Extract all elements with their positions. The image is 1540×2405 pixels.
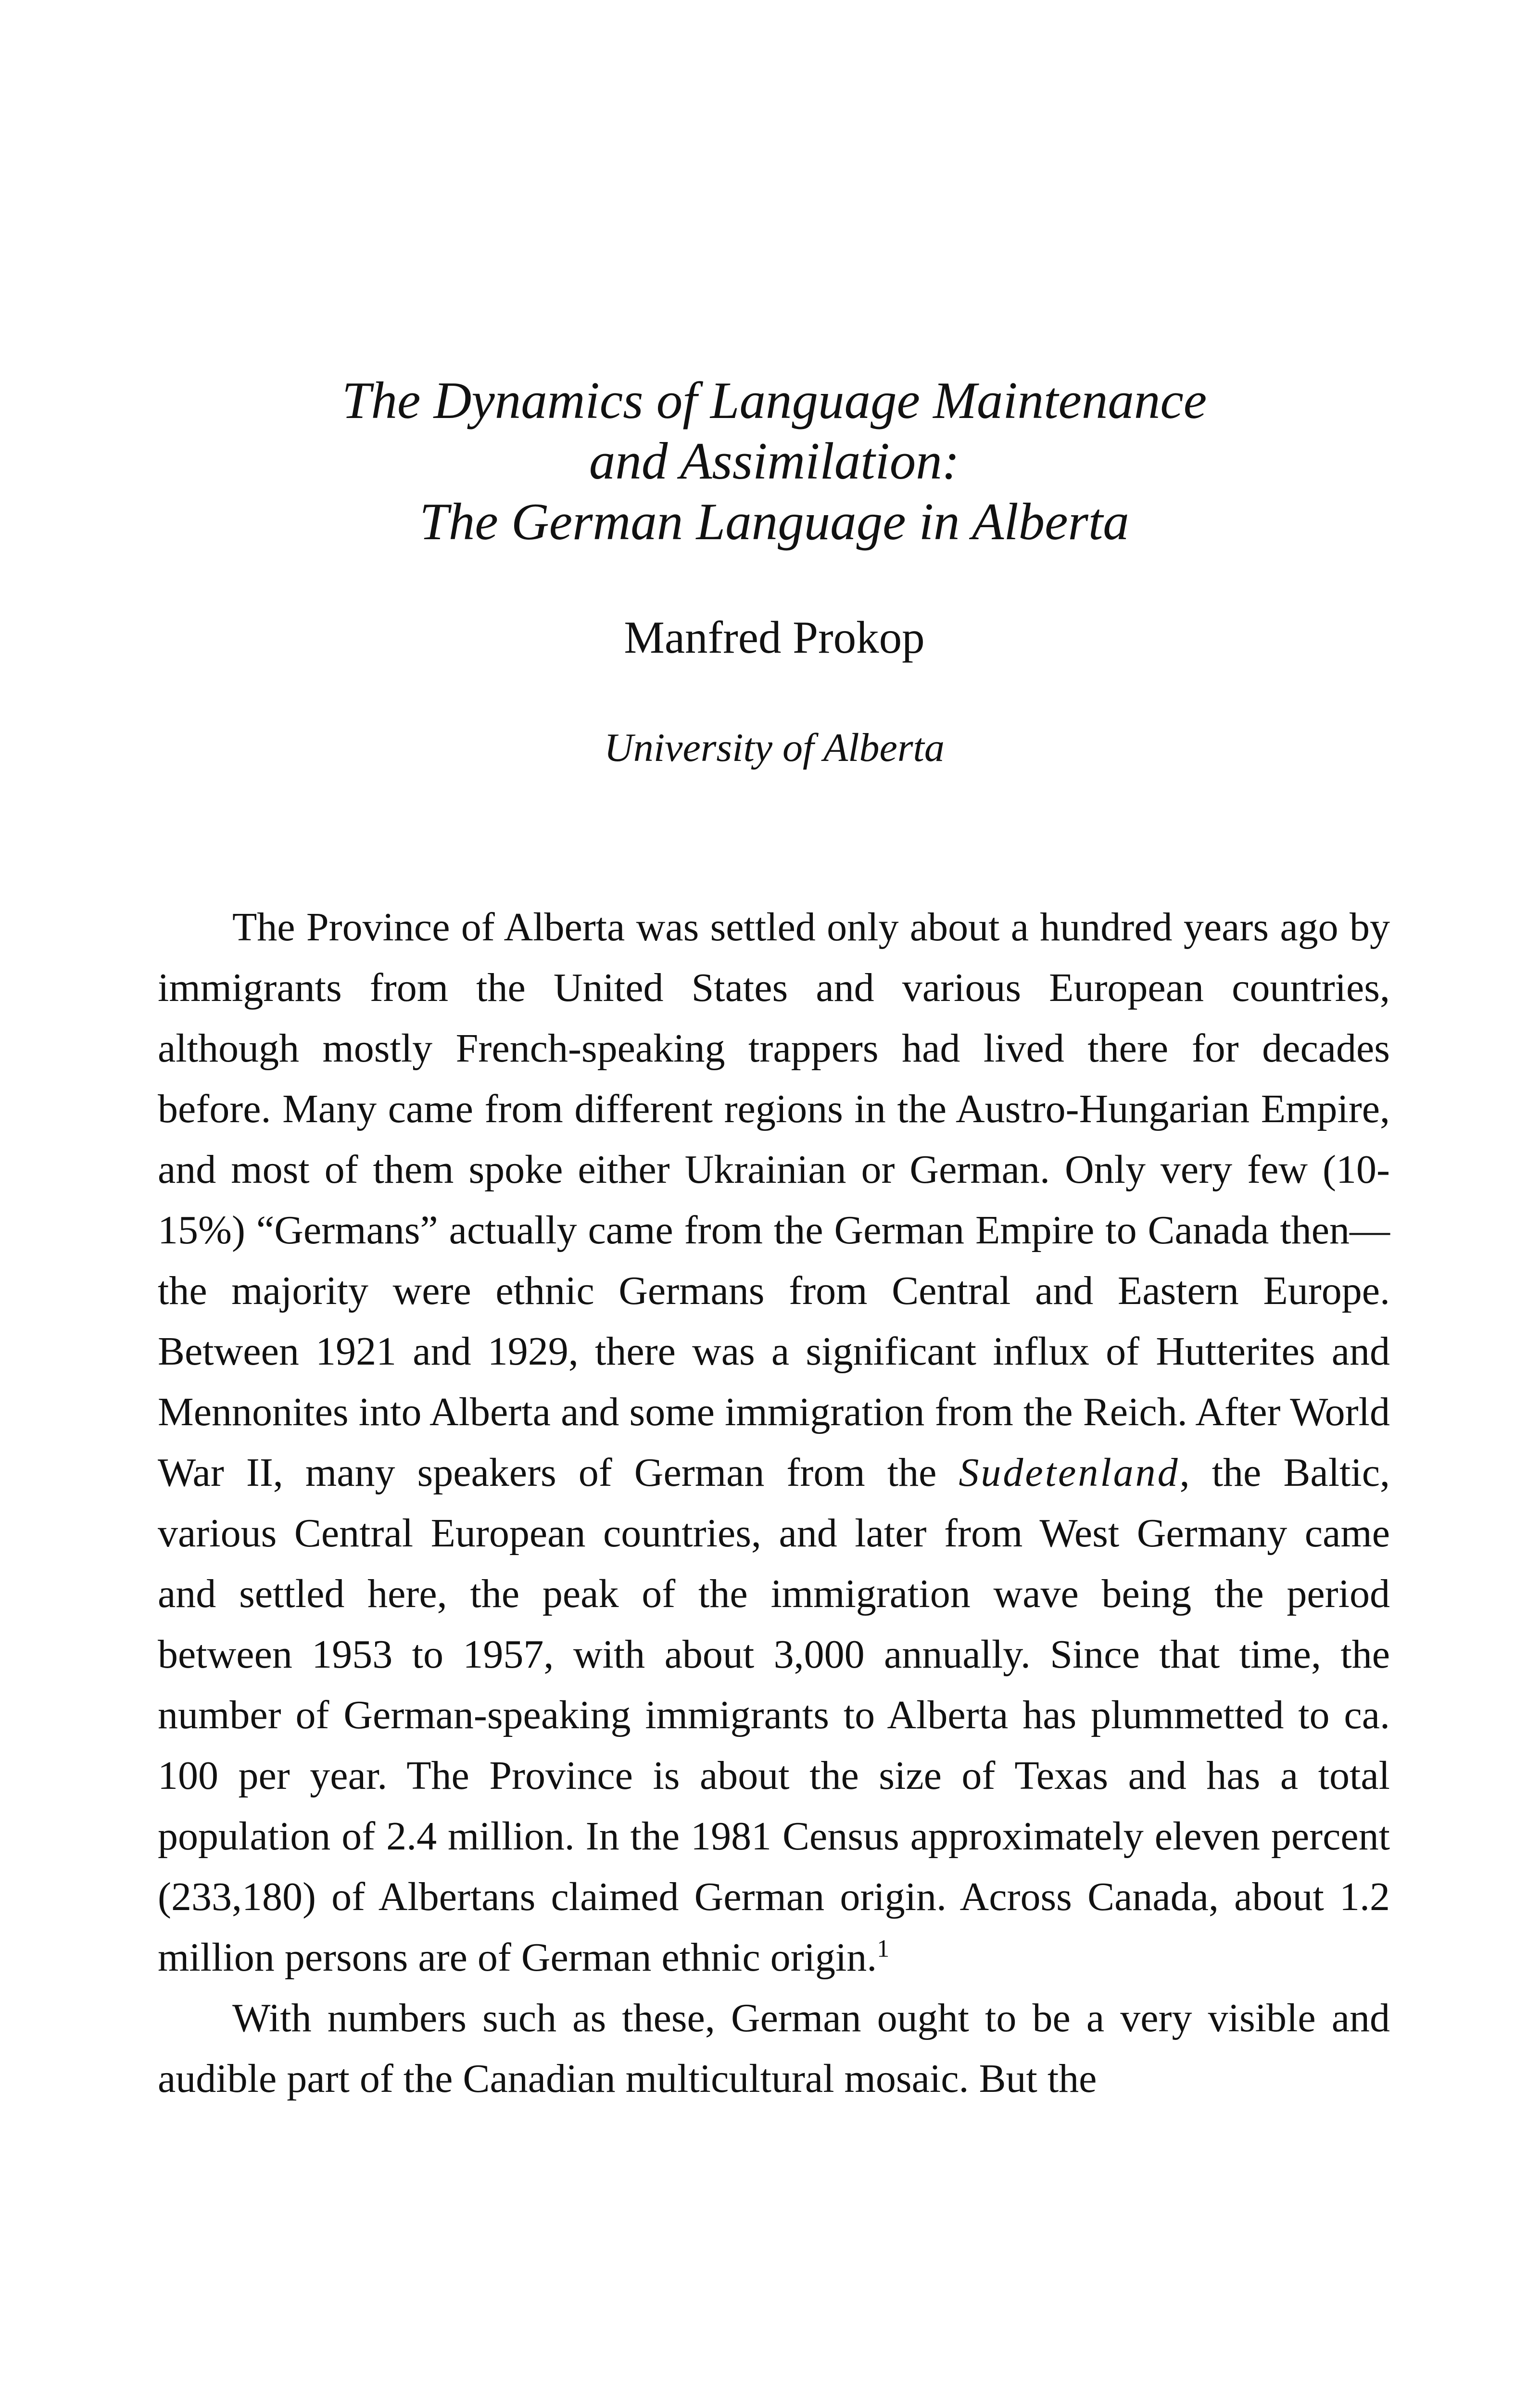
author-affiliation: University of Alberta — [604, 725, 945, 770]
title-line-1: The Dynamics of Language Maintenance — [341, 371, 1207, 430]
paragraph-1-text-b: , the Baltic, various Central European countries, and later from West Germany came and settled here, the peak of the immigration wave being the period between 1953 to 1957, with about 3,000 annually. Since that time, the number of German-speaking immigrants to Alberta has plummetted to ca. 100 per year. The Province is about the size of Texas and has a total population of 2.4 million. In the 1981 Census approximately eleven percent (233,180) of Albertans claimed German origin. Across Canada, about 1.2 million persons are of German ethnic origin. — [158, 1450, 1390, 1980]
author-name: Manfred Prokop — [624, 612, 925, 663]
footnote-reference: 1 — [877, 1935, 890, 1962]
paragraph-1-text-a: The Province of Alberta was settled only about a hundred years ago by immigrants from the United States and various European countries, although mostly French-speaking trappers had lived there for decades before. Many came from different regions in the Austro-Hungarian Empire, and most of them spoke either Ukrainian or German. Only very few (10-15%) “Germans” actually came from the German Empire to Canada then—the majority were ethnic Germans from Central and Eastern Europe. Between 1921 and 1929, there was a significant influx of Hutterites and Mennonites into Alberta and some immigration from the Reich. After World War II, many speakers of German from the — [158, 905, 1390, 1495]
paragraph-1-italic-term: Sudetenland — [959, 1450, 1180, 1495]
title-line-2: and Assimilation: — [589, 432, 960, 490]
article-body — [158, 897, 1390, 2109]
paragraph-1 — [158, 897, 1390, 1988]
paragraph-2: With numbers such as these, German ought to be a very visible and audible part of the Canadian multicultural mosaic. But the — [158, 1996, 1390, 2101]
article-title — [159, 370, 1390, 552]
title-line-3: The German Language in Alberta — [419, 493, 1129, 551]
